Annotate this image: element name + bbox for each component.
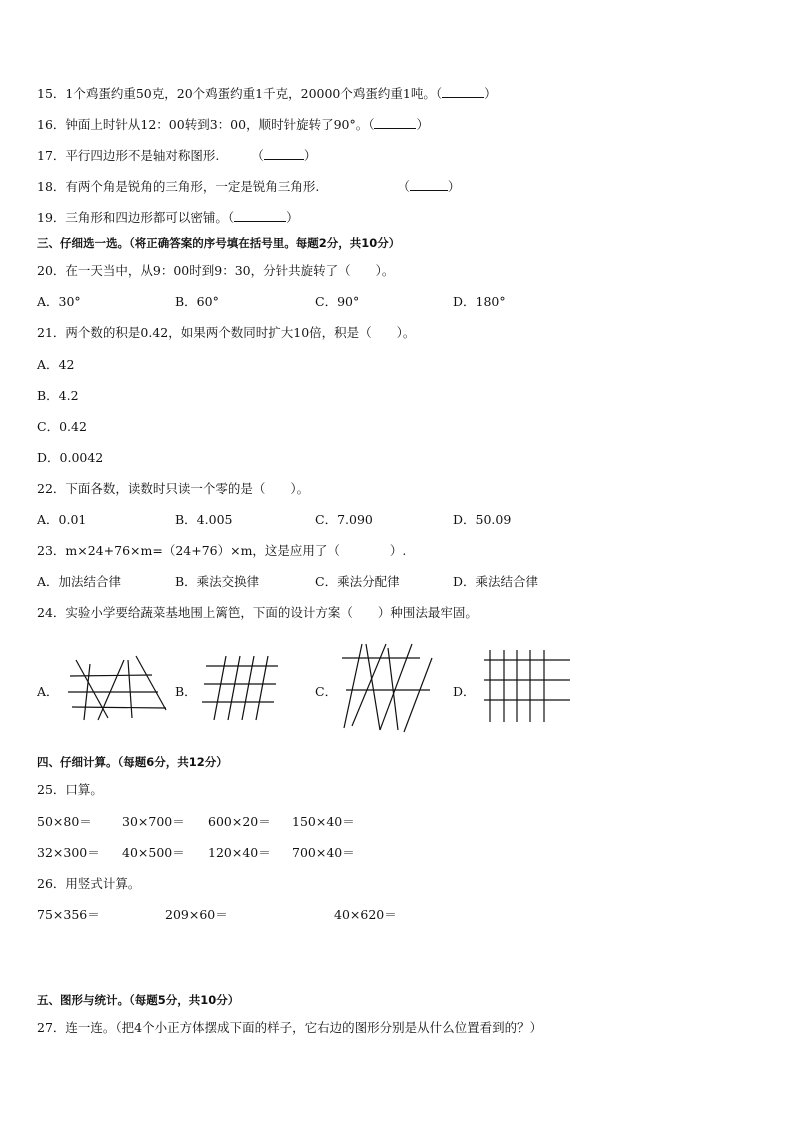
- question-16: 16．钟面上时针从12：00转到3：00，顺时针旋转了90°。（ ）: [37, 117, 429, 132]
- q20-option-c[interactable]: C．90°: [315, 294, 360, 309]
- section-5-heading: 五、图形与统计。（每题5分，共10分）: [37, 993, 240, 1007]
- section-4-heading: 四、仔细计算。（每题6分，共12分）: [37, 755, 228, 769]
- question-22-text: 22．下面各数，读数时只读一个零的是（ ）。: [37, 481, 310, 496]
- question-27-text: 27．连一连。（把4个小正方体摆成下面的样子，它右边的图形分别是从什么位置看到的？）: [37, 1020, 543, 1035]
- fence-figure-d: [480, 648, 574, 724]
- answer-blank-17[interactable]: [264, 147, 304, 160]
- section-3-heading: 三、仔细选一选。（将正确答案的序号填在括号里。每题2分，共10分）: [37, 236, 401, 250]
- answer-blank-16[interactable]: [374, 116, 416, 129]
- question-24-text: 24．实验小学要给蔬菜基地围上篱笆，下面的设计方案（ ）种围法最牢固。: [37, 605, 478, 620]
- q24-option-d[interactable]: D．: [453, 684, 476, 699]
- vertical-calc-item: 75×356＝: [37, 907, 100, 922]
- mental-calc-item: 120×40＝: [208, 845, 271, 860]
- question-16-text: 16．钟面上时针从12：00转到3：00，顺时针旋转了90°。（: [37, 117, 375, 132]
- answer-blank-15[interactable]: [442, 85, 484, 98]
- question-17-text: 17．平行四边形不是轴对称图形.: [37, 148, 220, 163]
- q21-option-d[interactable]: D．0.0042: [37, 450, 104, 465]
- q24-option-b[interactable]: B．: [175, 684, 197, 699]
- mental-calc-item: 30×700＝: [122, 814, 185, 829]
- mental-calc-item: 700×40＝: [292, 845, 355, 860]
- q22-option-a[interactable]: A．0.01: [37, 512, 87, 527]
- q24-option-c[interactable]: C．: [315, 684, 338, 699]
- question-20-text: 20．在一天当中，从9：00时到9：30，分针共旋转了（ ）。: [37, 263, 395, 278]
- q21-option-c[interactable]: C．0.42: [37, 419, 87, 434]
- vertical-calc-item: 209×60＝: [165, 907, 228, 922]
- vertical-calc-item: 40×620＝: [334, 907, 397, 922]
- question-21-text: 21．两个数的积是0.42，如果两个数同时扩大10倍，积是（ ）。: [37, 325, 416, 340]
- q20-option-a[interactable]: A．30°: [37, 294, 81, 309]
- fence-figure-b: [200, 654, 282, 724]
- q24-option-a[interactable]: A．: [37, 684, 59, 699]
- mental-calc-item: 32×300＝: [37, 845, 100, 860]
- fence-figure-c: [340, 640, 436, 736]
- q22-option-b[interactable]: B．4.005: [175, 512, 233, 527]
- q23-option-b[interactable]: B．乘法交换律: [175, 574, 260, 589]
- mental-calc-item: 40×500＝: [122, 845, 185, 860]
- q23-option-c[interactable]: C．乘法分配律: [315, 574, 400, 589]
- mental-calc-item: 600×20＝: [208, 814, 271, 829]
- question-15: 15．1个鸡蛋约重50克，20个鸡蛋约重1千克，20000个鸡蛋约重1吨。（ ）: [37, 86, 497, 101]
- q22-option-d[interactable]: D．50.09: [453, 512, 512, 527]
- question-25-text: 25．口算。: [37, 782, 103, 797]
- q20-option-d[interactable]: D．180°: [453, 294, 506, 309]
- question-19-text: 19．三角形和四边形都可以密铺。（: [37, 210, 235, 225]
- question-23-text: 23．m×24+76×m=（24+76）×m，这是应用了（ ）.: [37, 543, 407, 558]
- mental-calc-item: 50×80＝: [37, 814, 92, 829]
- question-17: 17．平行四边形不是轴对称图形. （ ）: [37, 148, 317, 163]
- question-18-text: 18．有两个角是锐角的三角形，一定是锐角三角形.: [37, 179, 320, 194]
- question-26-text: 26．用竖式计算。: [37, 876, 141, 891]
- q23-option-d[interactable]: D．乘法结合律: [453, 574, 539, 589]
- answer-blank-18[interactable]: [410, 178, 448, 191]
- question-19: 19．三角形和四边形都可以密铺。（ ）: [37, 210, 299, 225]
- q21-option-b[interactable]: B．4.2: [37, 388, 79, 403]
- fence-figure-a: [62, 652, 170, 724]
- mental-calc-item: 150×40＝: [292, 814, 355, 829]
- question-15-text: 15．1个鸡蛋约重50克，20个鸡蛋约重1千克，20000个鸡蛋约重1吨。（: [37, 86, 443, 101]
- q23-option-a[interactable]: A．加法结合律: [37, 574, 122, 589]
- q20-option-b[interactable]: B．60°: [175, 294, 219, 309]
- question-18: 18．有两个角是锐角的三角形，一定是锐角三角形. （ ）: [37, 179, 461, 194]
- answer-blank-19[interactable]: [234, 209, 286, 222]
- q22-option-c[interactable]: C．7.090: [315, 512, 373, 527]
- q21-option-a[interactable]: A．42: [37, 357, 75, 372]
